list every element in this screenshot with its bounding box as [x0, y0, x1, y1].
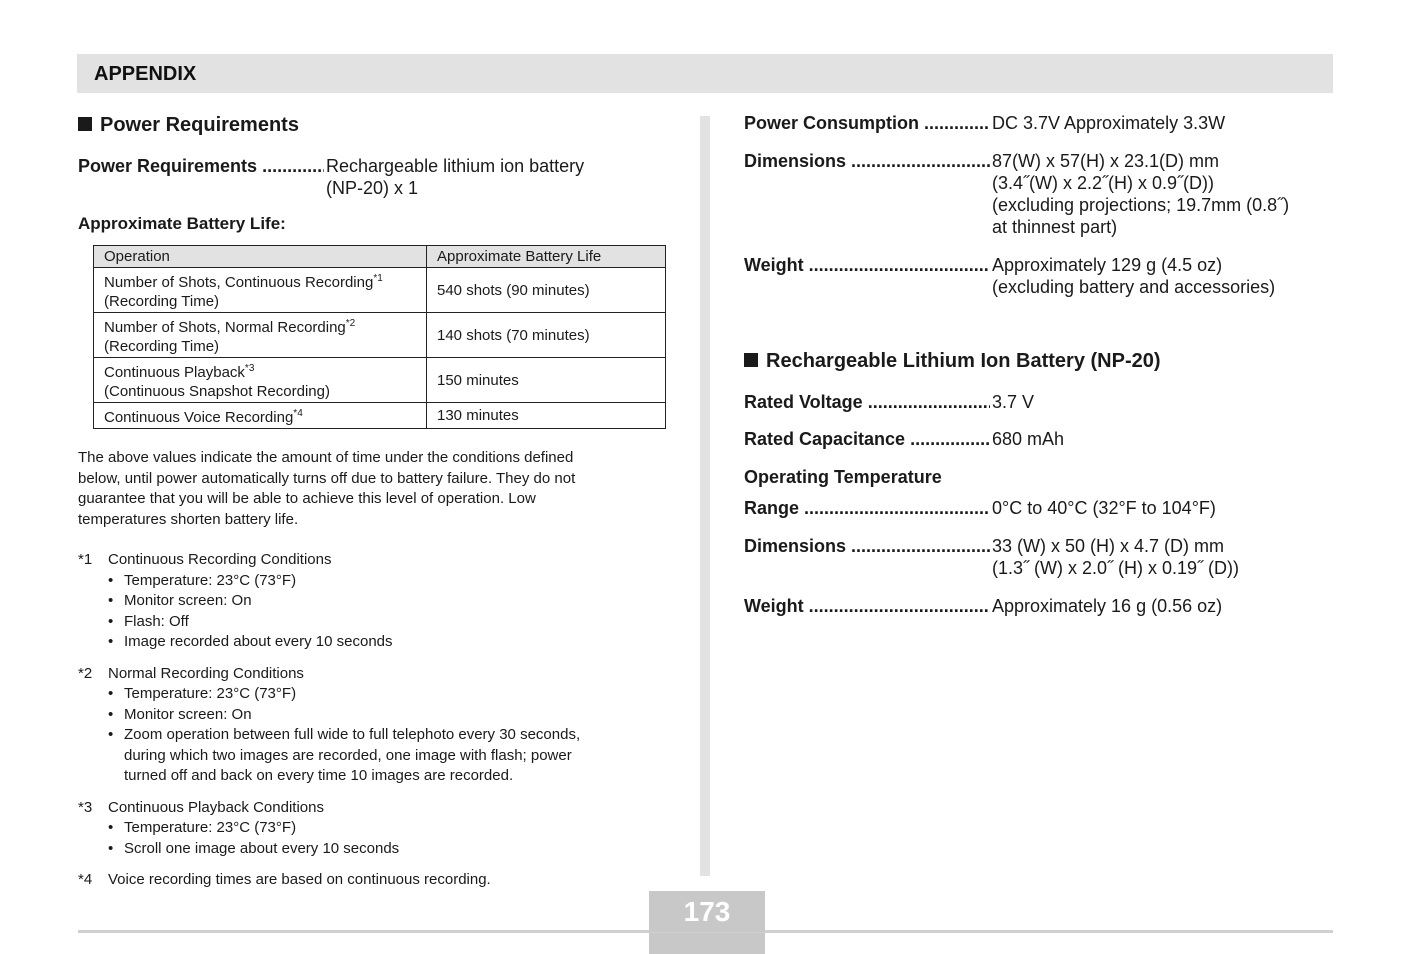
table-cell-operation: Number of Shots, Continuous Recording$^{*1}$ (Recording Time): [94, 268, 427, 313]
spec-value: Approximately 16 g (0.56 oz): [992, 596, 1223, 616]
spec-value: 0°C to 40°C (32°F to 104°F): [992, 498, 1216, 518]
spec-battery-weight: [744, 595, 1344, 617]
table-row: [94, 268, 666, 313]
header-title: APPENDIX: [94, 63, 197, 85]
table-header-cell: Approximate Battery Life: [427, 246, 666, 268]
footnote-3: *3 Continuous Playback Conditions • Temperature: 23°C (73°F) • Scroll one image about every 10 seconds: [78, 798, 678, 860]
spec-value: 87(W) x 57(H) x 23.1(D) mm (3.4˝(W) x 2.2˝(H) x 0.9˝(D)) (excluding projections; 19.7mm (0.8˝) at thinnest part): [992, 151, 1290, 237]
spec-label: Dimensions .....: [744, 150, 990, 172]
footnote-4: *4 Voice recording times are based on continuous recording.: [78, 871, 491, 888]
spec-value: DC 3.7V Approximately 3.3W: [992, 113, 1226, 133]
list-item: • Monitor screen: On: [108, 705, 678, 726]
spec-label: Power Requirements .....: [78, 155, 324, 177]
spec-label: Rated Capacitance .....: [744, 428, 990, 450]
table-header-cell: Operation: [94, 246, 427, 268]
battery-section-title: Rechargeable Lithium Ion Battery (NP-20): [744, 348, 1344, 374]
table-cell-life: 130 minutes: [427, 403, 666, 429]
spec-operating-temperature: [744, 497, 1344, 519]
table-header-row: [94, 246, 666, 268]
list-item: • Image recorded about every 10 seconds: [108, 632, 678, 653]
column-divider: [700, 116, 710, 876]
footnote-1: *1 Continuous Recording Conditions • Temperature: 23°C (73°F) • Monitor screen: On • Flash: Off • Image recorded about every 10 seconds: [78, 550, 678, 653]
spec-label: Weight .....: [744, 595, 990, 617]
battery-life-title: Approximate Battery Life:: [78, 214, 286, 233]
spec-label: Weight .....: [744, 254, 990, 276]
table-row: [94, 358, 666, 403]
right-column: [744, 112, 1344, 617]
list-item: • Temperature: 23°C (73°F): [108, 818, 678, 839]
table-row: [94, 313, 666, 358]
spec-rated-voltage: [744, 391, 1344, 413]
table-cell-life: 140 shots (70 minutes): [427, 313, 666, 358]
spec-label: Power Consumption .....: [744, 112, 990, 134]
table-cell-life: 540 shots (90 minutes): [427, 268, 666, 313]
table-cell-life: 150 minutes: [427, 358, 666, 403]
spec-operating-temperature-label: Operating Temperature: [744, 467, 942, 487]
list-item: • Flash: Off: [108, 612, 678, 633]
spec-weight: [744, 254, 1344, 298]
list-item: • Temperature: 23°C (73°F): [108, 684, 678, 705]
square-bullet-icon: [744, 353, 758, 367]
power-requirements-title: Power Requirements: [78, 112, 678, 138]
table-row: [94, 403, 666, 429]
spec-value: 33 (W) x 50 (H) x 4.7 (D) mm (1.3˝ (W) x 2.0˝ (H) x 0.19˝ (D)): [992, 536, 1240, 578]
battery-life-paragraph: The above values indicate the amount of time under the conditions defined below, until power automatically turns off due to battery failure. They do not guarantee that you will be able to achieve this level of operation. Low temperatures shorten battery life.: [78, 449, 576, 528]
spec-value: Rechargeable lithium ion battery (NP-20) x 1: [326, 156, 585, 198]
spec-battery-dimensions: [744, 535, 1344, 579]
page-header: [77, 54, 1333, 93]
page-number: 173: [683, 896, 731, 927]
spec-power-consumption: [744, 112, 1344, 134]
spec-dimensions: [744, 150, 1344, 238]
table-cell-operation: Continuous Playback$^{*3}$ (Continuous Snapshot Recording): [94, 358, 427, 403]
spec-label: Dimensions .....: [744, 535, 990, 557]
spec-label: Range .....: [744, 497, 990, 519]
square-bullet-icon: [78, 117, 92, 131]
list-item: • Temperature: 23°C (73°F): [108, 571, 678, 592]
page-number-box: [649, 891, 765, 954]
list-item: • Zoom operation between full wide to full telephoto every 30 seconds, during which two images are recorded, one image with flash; power turned off and back on every time 10 images are recorded.: [108, 725, 678, 787]
spec-value: 680 mAh: [992, 429, 1065, 449]
spec-value: Approximately 129 g (4.5 oz) (excluding battery and accessories): [992, 255, 1276, 297]
list-item: • Monitor screen: On: [108, 591, 678, 612]
list-item: • Scroll one image about every 10 seconds: [108, 839, 678, 860]
spec-rated-capacitance: [744, 428, 1344, 450]
spec-label: Rated Voltage .....: [744, 391, 990, 413]
spec-power-requirements: [78, 155, 678, 199]
left-column: [78, 112, 678, 891]
table-cell-operation: Continuous Voice Recording$^{*4}$: [94, 403, 427, 429]
footnote-2: *2 Normal Recording Conditions • Temperature: 23°C (73°F) • Monitor screen: On • Zoom operation between full wide to full telephoto every 30 seconds, during which two images are recorded, one image with flash; power turned off and back on every time 10 images are recorded.: [78, 664, 678, 787]
battery-life-table: [93, 245, 666, 429]
table-cell-operation: Number of Shots, Normal Recording$^{*2}$ (Recording Time): [94, 313, 427, 358]
spec-value: 3.7 V: [992, 392, 1035, 412]
